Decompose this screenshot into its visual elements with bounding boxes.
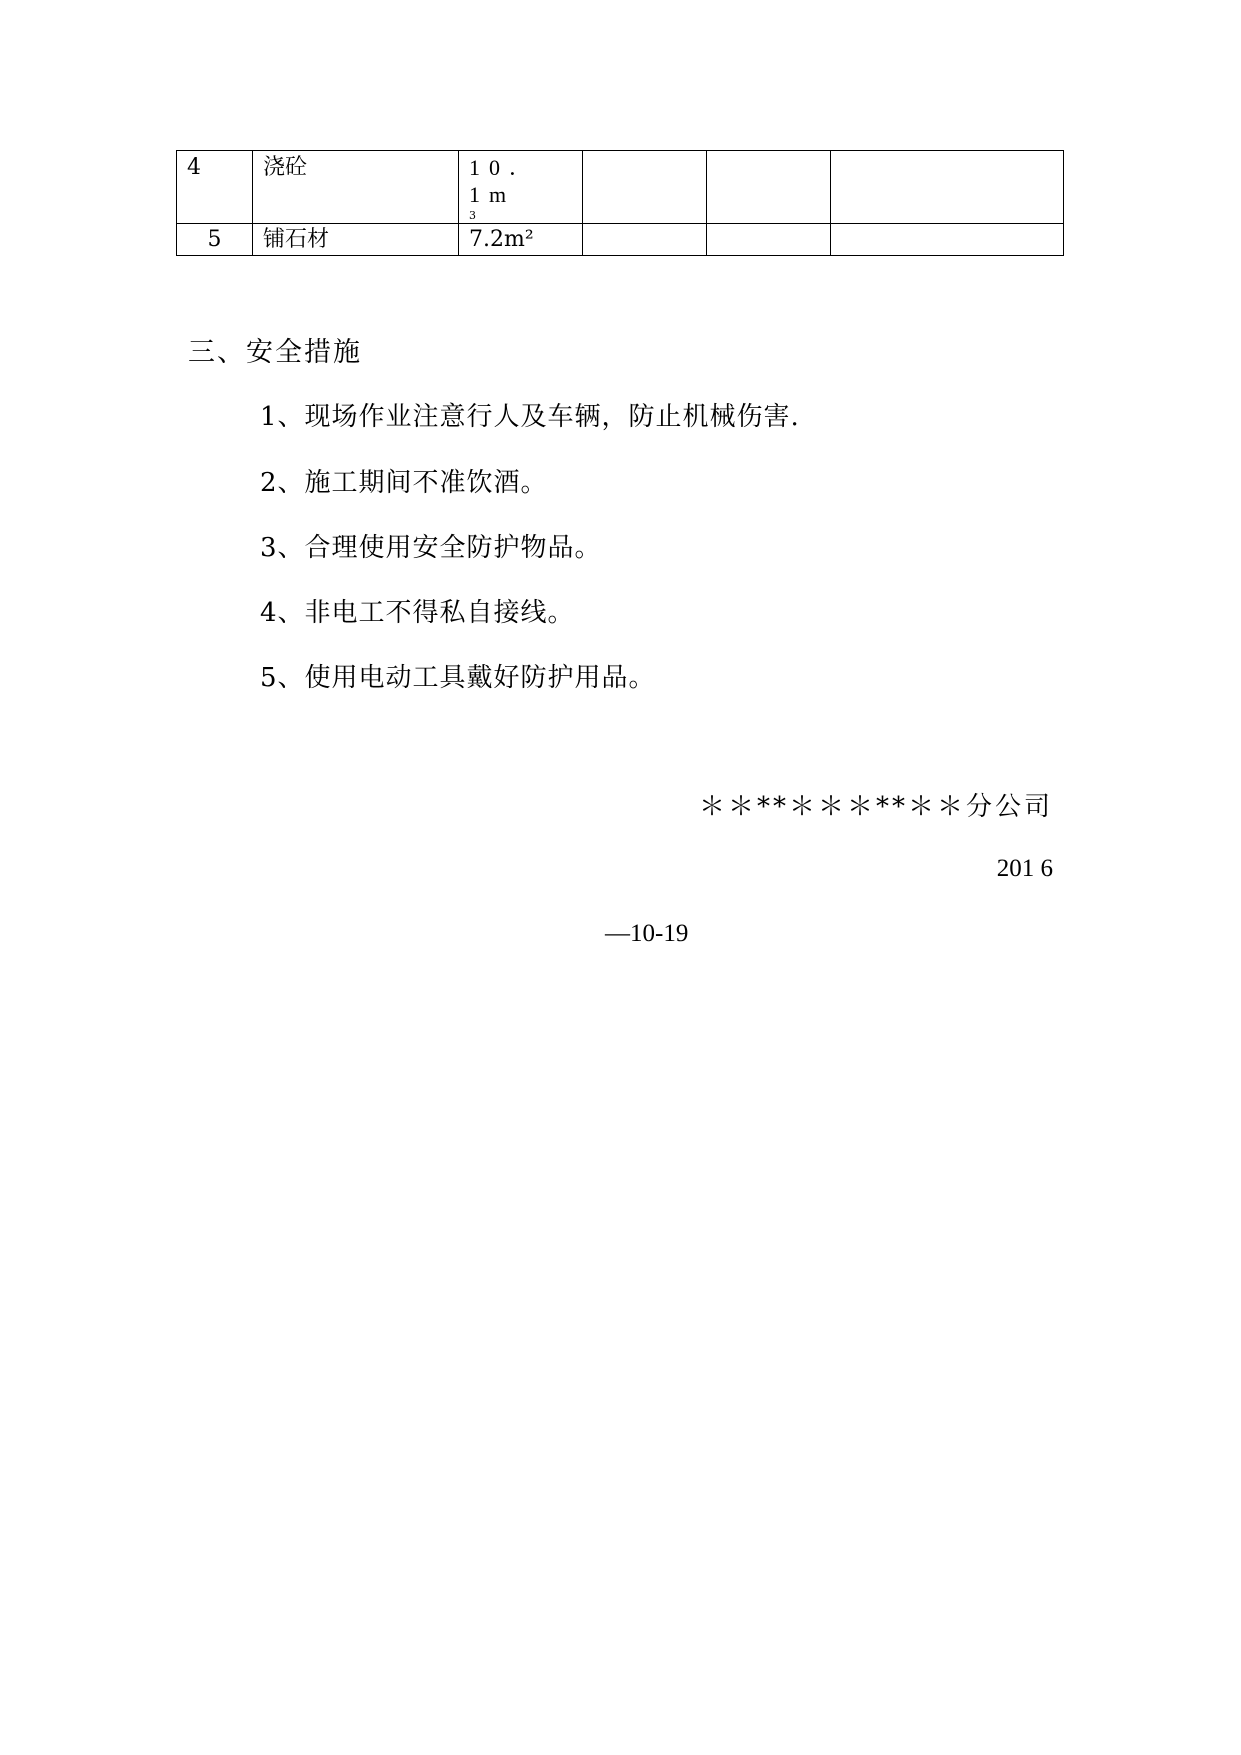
empty-cell [583, 151, 707, 224]
quantity-cell [459, 224, 583, 256]
signature-year: 201 6 [996, 855, 1053, 882]
empty-cell [831, 151, 1064, 224]
section-heading: 三、安全措施 [188, 337, 362, 368]
company-signature: ＊＊**＊＊＊**＊＊分公司 [698, 792, 1053, 822]
quantity-cell [459, 151, 583, 224]
safety-measure-item: 1、现场作业注意行人及车辆，防止机械伤害. [260, 402, 800, 432]
safety-measure-item: 3、合理使用安全防护物品。 [260, 533, 602, 563]
table-row [177, 151, 1064, 224]
quantity-value: 10．1m [469, 155, 541, 207]
safety-measure-item: 2、施工期间不准饮酒。 [260, 468, 548, 498]
signature-date: —10-19 [605, 920, 689, 947]
quantity-unit-exponent: 3 [469, 209, 476, 222]
empty-cell [831, 224, 1064, 256]
empty-cell [583, 224, 707, 256]
safety-measure-item: 5、使用电动工具戴好防护用品。 [260, 663, 656, 693]
table-row [177, 224, 1064, 256]
work-quantity-table [176, 150, 1064, 256]
row-number-cell: 4 [177, 151, 253, 224]
safety-measure-item: 4、非电工不得私自接线。 [260, 598, 575, 628]
work-item-cell: 铺石材 [253, 224, 459, 256]
work-item-cell: 浇砼 [253, 151, 459, 224]
row-number-cell: 5 [177, 224, 253, 256]
empty-cell [707, 224, 831, 256]
empty-cell [707, 151, 831, 224]
quantity-value: 7.2m² [469, 227, 534, 252]
